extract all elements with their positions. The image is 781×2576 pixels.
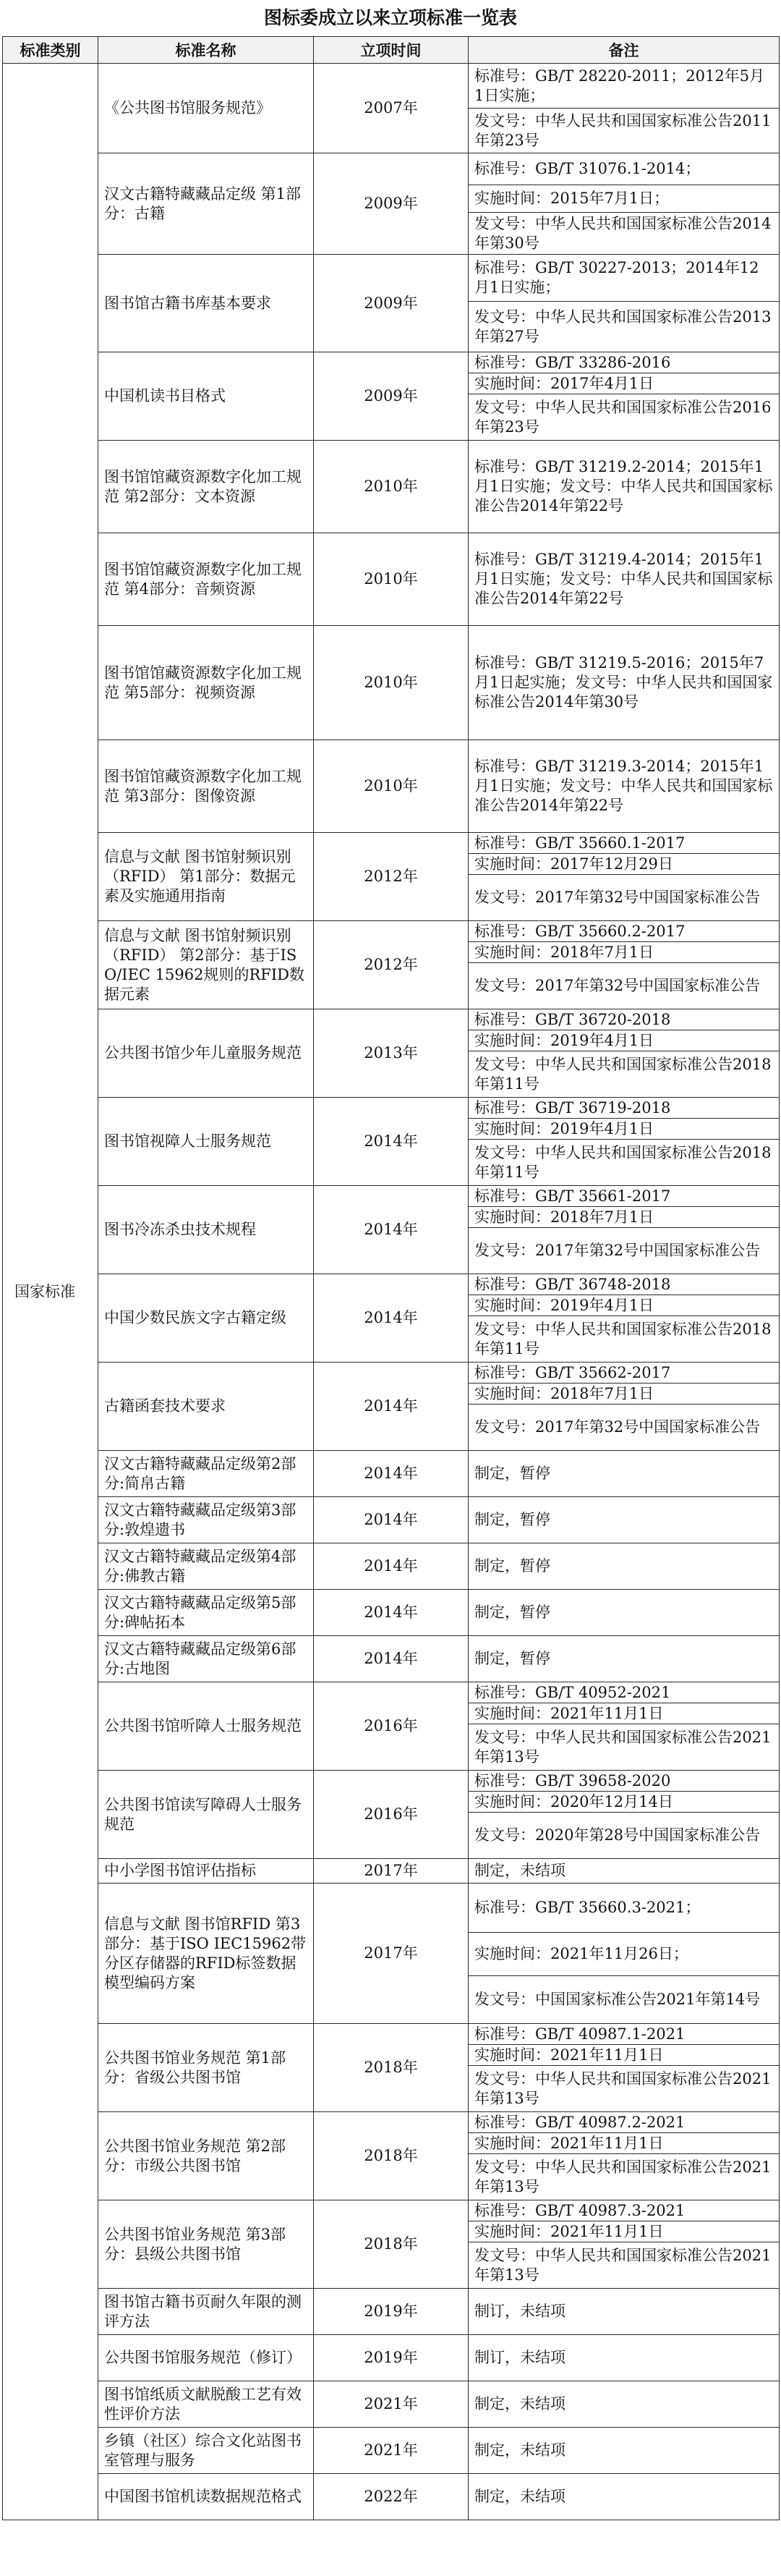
note-cell: 发文号：中华人民共和国国家标准公告2018年第11号 — [469, 1051, 780, 1098]
standard-name-cell: 信息与文献 图书馆射频识别（RFID） 第2部分：基于ISO/IEC 15962规则的RFID数据元素 — [98, 921, 314, 1009]
note-cell: 标准号：GB/T 31219.3-2014；2015年1月1日实施；发文号：中华人民共和国国家标准公告2014年第22号 — [469, 740, 780, 833]
project-year-cell: 2018年 — [314, 2112, 469, 2200]
standard-name-cell: 公共图书馆读写障碍人士服务规范 — [98, 1771, 314, 1859]
table-row — [3, 1009, 780, 1030]
note-cell: 发文号：中华人民共和国国家标准公告2021年第13号 — [469, 2154, 780, 2200]
note-cell: 发文号：2017年第32号中国国家标准公告 — [469, 1228, 780, 1274]
note-cell: 实施时间：2021年11月1日 — [469, 1703, 780, 1724]
table-row — [3, 833, 780, 854]
table-row — [3, 921, 780, 942]
note-cell: 制定，未结项 — [469, 1859, 780, 1884]
standard-name-cell: 公共图书馆业务规范 第3部分：县级公共图书馆 — [98, 2200, 314, 2289]
table-row — [3, 2428, 780, 2474]
note-cell: 标准号：GB/T 35660.1-2017 — [469, 833, 780, 854]
standard-name-cell: 图书馆视障人士服务规范 — [98, 1098, 314, 1186]
note-cell: 制定，未结项 — [469, 2474, 780, 2520]
project-year-cell: 2009年 — [314, 352, 469, 441]
table-row — [3, 1771, 780, 1792]
table-row — [3, 1590, 780, 1636]
standard-name-cell: 汉文古籍特藏藏品定级第2部分:简帛古籍 — [98, 1451, 314, 1497]
standard-name-cell: 汉文古籍特藏藏品定级 第1部分：古籍 — [98, 153, 314, 255]
standard-name-cell: 汉文古籍特藏藏品定级第5部分:碑帖拓本 — [98, 1590, 314, 1636]
standard-name-cell: 信息与文献 图书馆RFID 第3部分：基于ISO IEC15962带分区存储器的RFID标签数据模型编码方案 — [98, 1884, 314, 2024]
standard-name-cell: 图书馆馆藏资源数字化加工规范 第3部分：图像资源 — [98, 740, 314, 833]
note-cell: 发文号：中华人民共和国国家标准公告2014年第30号 — [469, 213, 780, 255]
standard-name-cell: 公共图书馆服务规范（修订） — [98, 2335, 314, 2381]
note-cell: 标准号：GB/T 28220-2011；2012年5月1日实施； — [469, 64, 780, 109]
standard-name-cell: 汉文古籍特藏藏品定级第6部分:古地图 — [98, 1636, 314, 1682]
project-year-cell: 2010年 — [314, 626, 469, 740]
table-row — [3, 1497, 780, 1543]
table-row — [3, 64, 780, 109]
note-cell: 标准号：GB/T 39658-2020 — [469, 1771, 780, 1792]
table-row — [3, 2474, 780, 2520]
note-cell: 实施时间：2020年12月14日 — [469, 1792, 780, 1813]
table-row — [3, 255, 780, 302]
note-cell: 发文号：2017年第32号中国国家标准公告 — [469, 963, 780, 1009]
note-cell: 发文号：2017年第32号中国国家标准公告 — [469, 1404, 780, 1451]
project-year-cell: 2021年 — [314, 2381, 469, 2428]
note-cell: 标准号：GB/T 31219.2-2014；2015年1月1日实施；发文号：中华人民共和国国家标准公告2014年第22号 — [469, 441, 780, 533]
standard-name-cell: 公共图书馆听障人士服务规范 — [98, 1682, 314, 1771]
table-row — [3, 1098, 780, 1119]
standard-name-cell: 古籍函套技术要求 — [98, 1363, 314, 1451]
note-cell: 标准号：GB/T 36720-2018 — [469, 1009, 780, 1030]
note-cell: 制定，未结项 — [469, 2428, 780, 2474]
project-year-cell: 2014年 — [314, 1186, 469, 1274]
table-body — [3, 64, 780, 2520]
project-year-cell: 2014年 — [314, 1590, 469, 1636]
standard-name-cell: 信息与文献 图书馆射频识别（RFID） 第1部分：数据元素及实施通用指南 — [98, 833, 314, 921]
project-year-cell: 2016年 — [314, 1771, 469, 1859]
project-year-cell: 2016年 — [314, 1682, 469, 1771]
note-cell: 标准号：GB/T 40987.2-2021 — [469, 2112, 780, 2133]
note-cell: 发文号：中华人民共和国国家标准公告2013年第27号 — [469, 302, 780, 352]
standard-name-cell: 中小学图书馆评估指标 — [98, 1859, 314, 1884]
project-year-cell: 2012年 — [314, 921, 469, 1009]
note-cell: 制定，暂停 — [469, 1497, 780, 1543]
standard-name-cell: 图书馆馆藏资源数字化加工规范 第5部分：视频资源 — [98, 626, 314, 740]
standard-name-cell: 公共图书馆业务规范 第1部分：省级公共图书馆 — [98, 2024, 314, 2112]
standard-name-cell: 中国少数民族文字古籍定级 — [98, 1274, 314, 1363]
project-year-cell: 2014年 — [314, 1636, 469, 1682]
note-cell: 制定，未结项 — [469, 2381, 780, 2428]
note-cell: 标准号：GB/T 31219.5-2016；2015年7月1日起实施；发文号：中华人民共和国国家标准公告2014年第30号 — [469, 626, 780, 740]
note-cell: 制定，暂停 — [469, 1543, 780, 1590]
note-cell: 实施时间：2015年7月1日； — [469, 185, 780, 213]
project-year-cell: 2014年 — [314, 1098, 469, 1186]
header-category: 标准类别 — [3, 37, 98, 64]
note-cell: 标准号：GB/T 33286-2016 — [469, 352, 780, 373]
table-row — [3, 1884, 780, 1933]
project-year-cell: 2021年 — [314, 2428, 469, 2474]
note-cell: 标准号：GB/T 40987.3-2021 — [469, 2200, 780, 2221]
project-year-cell: 2019年 — [314, 2335, 469, 2381]
project-year-cell: 2014年 — [314, 1451, 469, 1497]
standard-name-cell: 图书馆古籍书页耐久年限的测评方法 — [98, 2289, 314, 2335]
header-name: 标准名称 — [98, 37, 314, 64]
note-cell: 标准号：GB/T 40987.1-2021 — [469, 2024, 780, 2045]
project-year-cell: 2018年 — [314, 2024, 469, 2112]
note-cell: 实施时间：2019年4月1日 — [469, 1119, 780, 1140]
project-year-cell: 2014年 — [314, 1363, 469, 1451]
table-row — [3, 441, 780, 533]
note-cell: 发文号：中华人民共和国国家标准公告2016年第23号 — [469, 394, 780, 441]
note-cell: 实施时间：2021年11月1日 — [469, 2221, 780, 2242]
note-cell: 标准号：GB/T 30227-2013；2014年12月1日实施； — [469, 255, 780, 302]
standard-name-cell: 汉文古籍特藏藏品定级第4部分:佛教古籍 — [98, 1543, 314, 1590]
table-row — [3, 2335, 780, 2381]
standard-name-cell: 图书馆馆藏资源数字化加工规范 第2部分：文本资源 — [98, 441, 314, 533]
standard-name-cell: 图书馆古籍书库基本要求 — [98, 255, 314, 352]
note-cell: 实施时间：2021年11月1日 — [469, 2133, 780, 2154]
project-year-cell: 2010年 — [314, 533, 469, 626]
note-cell: 实施时间：2021年11月26日； — [469, 1933, 780, 1976]
note-cell: 实施时间：2018年7月1日 — [469, 942, 780, 963]
table-row — [3, 1543, 780, 1590]
project-year-cell: 2010年 — [314, 740, 469, 833]
project-year-cell: 2014年 — [314, 1497, 469, 1543]
table-row — [3, 740, 780, 833]
table-row — [3, 2289, 780, 2335]
project-year-cell: 2007年 — [314, 64, 469, 153]
note-cell: 发文号：中华人民共和国国家标准公告2011年第23号 — [469, 109, 780, 153]
note-cell: 实施时间：2017年4月1日 — [469, 373, 780, 394]
project-year-cell: 2009年 — [314, 153, 469, 255]
project-year-cell: 2019年 — [314, 2289, 469, 2335]
standard-name-cell: 中国机读书目格式 — [98, 352, 314, 441]
note-cell: 标准号：GB/T 31076.1-2014； — [469, 153, 780, 185]
note-cell: 实施时间：2018年7月1日 — [469, 1384, 780, 1404]
project-year-cell: 2017年 — [314, 1884, 469, 2024]
table-row — [3, 2200, 780, 2221]
project-year-cell: 2014年 — [314, 1274, 469, 1363]
table-row — [3, 352, 780, 373]
standard-name-cell: 图书馆纸质文献脱酸工艺有效性评价方法 — [98, 2381, 314, 2428]
note-cell: 标准号：GB/T 40952-2021 — [469, 1682, 780, 1703]
table-row — [3, 1451, 780, 1497]
note-cell: 发文号：中华人民共和国国家标准公告2018年第11号 — [469, 1140, 780, 1186]
note-cell: 制订，未结项 — [469, 2335, 780, 2381]
note-cell: 制定，暂停 — [469, 1451, 780, 1497]
note-cell: 标准号：GB/T 35660.3-2021； — [469, 1884, 780, 1933]
table-row — [3, 2024, 780, 2045]
note-cell: 标准号：GB/T 35661-2017 — [469, 1186, 780, 1207]
note-cell: 发文号：中华人民共和国国家标准公告2021年第13号 — [469, 2242, 780, 2289]
standard-name-cell: 中国图书馆机读数据规范格式 — [98, 2474, 314, 2520]
table-row — [3, 2381, 780, 2428]
note-cell: 实施时间：2021年11月1日 — [469, 2045, 780, 2066]
note-cell: 标准号：GB/T 36719-2018 — [469, 1098, 780, 1119]
standard-name-cell: 《公共图书馆服务规范》 — [98, 64, 314, 153]
note-cell: 标准号：GB/T 35662-2017 — [469, 1363, 780, 1384]
category-cell: 国家标准 — [3, 64, 98, 2520]
table-row — [3, 1636, 780, 1682]
table-row — [3, 1186, 780, 1207]
note-cell: 标准号：GB/T 36748-2018 — [469, 1274, 780, 1295]
project-year-cell: 2010年 — [314, 441, 469, 533]
note-cell: 实施时间：2018年7月1日 — [469, 1207, 780, 1228]
table-row — [3, 1274, 780, 1295]
project-year-cell: 2018年 — [314, 2200, 469, 2289]
project-year-cell: 2014年 — [314, 1543, 469, 1590]
project-year-cell: 2009年 — [314, 255, 469, 352]
table-row — [3, 2112, 780, 2133]
note-cell: 发文号：中华人民共和国国家标准公告2021年第13号 — [469, 1724, 780, 1771]
table-row — [3, 1859, 780, 1884]
note-cell: 发文号：中华人民共和国国家标准公告2021年第13号 — [469, 2066, 780, 2112]
note-cell: 制定，暂停 — [469, 1636, 780, 1682]
note-cell: 制订，未结项 — [469, 2289, 780, 2335]
note-cell: 实施时间：2019年4月1日 — [469, 1295, 780, 1316]
standard-name-cell: 公共图书馆少年儿童服务规范 — [98, 1009, 314, 1098]
note-cell: 发文号：2017年第32号中国国家标准公告 — [469, 875, 780, 921]
note-cell: 实施时间：2019年4月1日 — [469, 1030, 780, 1051]
standard-name-cell: 乡镇（社区）综合文化站图书室管理与服务 — [98, 2428, 314, 2474]
page-title: 图标委成立以来立项标准一览表 — [263, 7, 517, 28]
note-cell: 实施时间：2017年12月29日 — [469, 854, 780, 875]
standard-name-cell: 汉文古籍特藏藏品定级第3部分:敦煌遗书 — [98, 1497, 314, 1543]
standard-name-cell: 图书馆馆藏资源数字化加工规范 第4部分：音频资源 — [98, 533, 314, 626]
note-cell: 标准号：GB/T 31219.4-2014；2015年1月1日实施；发文号：中华人民共和国国家标准公告2014年第22号 — [469, 533, 780, 626]
table-row — [3, 153, 780, 185]
header-year: 立项时间 — [314, 37, 469, 64]
standard-name-cell: 图书冷冻杀虫技术规程 — [98, 1186, 314, 1274]
table-row — [3, 1682, 780, 1703]
standards-table — [2, 36, 780, 2520]
project-year-cell: 2013年 — [314, 1009, 469, 1098]
note-cell: 发文号：2020年第28号中国国家标准公告 — [469, 1813, 780, 1859]
project-year-cell: 2012年 — [314, 833, 469, 921]
header-notes: 备注 — [469, 37, 780, 64]
note-cell: 制定，暂停 — [469, 1590, 780, 1636]
standard-name-cell: 公共图书馆业务规范 第2部分：市级公共图书馆 — [98, 2112, 314, 2200]
table-row — [3, 533, 780, 626]
note-cell: 发文号：中华人民共和国国家标准公告2018年第11号 — [469, 1316, 780, 1363]
project-year-cell: 2022年 — [314, 2474, 469, 2520]
table-row — [3, 1363, 780, 1384]
project-year-cell: 2017年 — [314, 1859, 469, 1884]
note-cell: 发文号：中国国家标准公告2021年第14号 — [469, 1976, 780, 2024]
header-row — [3, 37, 780, 64]
note-cell: 标准号：GB/T 35660.2-2017 — [469, 921, 780, 942]
table-row — [3, 626, 780, 740]
